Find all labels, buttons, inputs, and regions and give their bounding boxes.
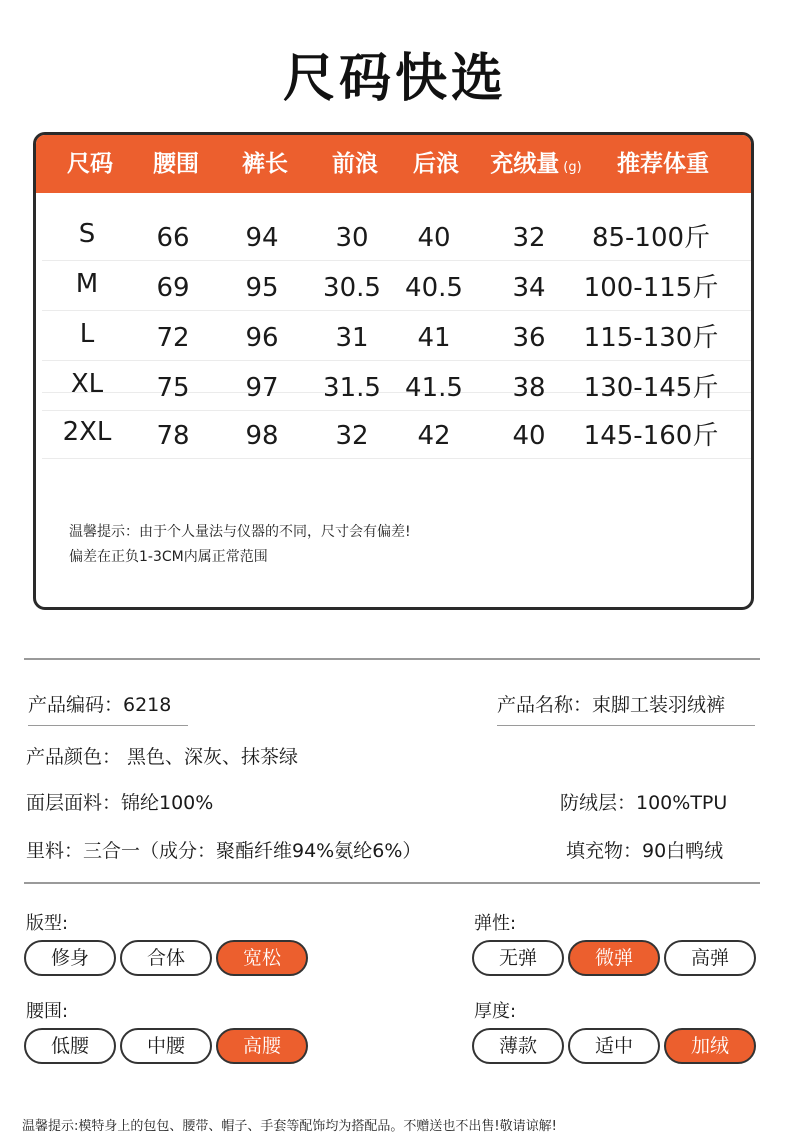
header-length: 裤长 <box>242 151 288 177</box>
size-chart-card <box>33 132 754 610</box>
table-row <box>42 410 751 459</box>
header-fill-amount-label: 充绒量 <box>490 151 560 177</box>
cell-front-rise: 30 <box>335 223 369 253</box>
cell-fill-amount: 32 <box>512 223 546 253</box>
cell-back-rise: 42 <box>417 421 451 451</box>
cell-front-rise: 30.5 <box>323 273 381 303</box>
header-recommended-weight: 推荐体重 <box>617 151 709 177</box>
thickness-option-fleece: 加绒 <box>664 1028 756 1064</box>
outer-fabric: 面层面料：锦纶100% <box>26 792 214 814</box>
cell-waist: 66 <box>156 223 190 253</box>
table-row <box>42 212 751 261</box>
footer-note: 温馨提示:模特身上的包包、腰带、帽子、手套等配饰均为搭配品。不赠送也不出售!敬请谅解! <box>22 1119 557 1134</box>
cell-waist: 72 <box>156 323 190 353</box>
cell-recommended-weight: 100-115斤 <box>583 273 719 303</box>
cell-fill-amount: 34 <box>512 273 546 303</box>
table-row <box>42 262 751 311</box>
waist-label: 腰围: <box>26 1001 69 1022</box>
waist-option-low: 低腰 <box>24 1028 116 1064</box>
cell-size: S <box>78 219 96 249</box>
waist-option-high: 高腰 <box>216 1028 308 1064</box>
size-table-header <box>36 135 751 193</box>
cell-waist: 69 <box>156 273 190 303</box>
divider-top <box>24 658 760 660</box>
table-row <box>42 362 751 411</box>
product-code: 产品编码：6218 <box>28 690 188 726</box>
cell-waist: 78 <box>156 421 190 451</box>
size-tip-line-2: 偏差在正负1-3CM内属正常范围 <box>69 549 268 565</box>
cell-length: 95 <box>245 273 279 303</box>
header-waist: 腰围 <box>153 151 199 177</box>
cell-length: 94 <box>245 223 279 253</box>
cell-front-rise: 31 <box>335 323 369 353</box>
cell-fill-amount: 36 <box>512 323 546 353</box>
size-tip-line-1: 温馨提示：由于个人量法与仪器的不同，尺寸会有偏差! <box>69 524 411 540</box>
page-title: 尺码快选 <box>282 49 507 109</box>
header-size: 尺码 <box>67 151 113 177</box>
cell-front-rise: 32 <box>335 421 369 451</box>
thickness-label: 厚度: <box>474 1001 517 1022</box>
header-fill-unit: (g) <box>563 160 582 175</box>
down-proof-layer: 防绒层：100%TPU <box>560 792 728 814</box>
cell-fill-amount: 38 <box>512 373 546 403</box>
product-colors: 产品颜色： 黑色、深灰、抹茶绿 <box>26 746 299 768</box>
cell-back-rise: 40.5 <box>405 273 463 303</box>
cell-size: L <box>79 319 95 349</box>
cell-length: 98 <box>245 421 279 451</box>
fit-option-slim: 修身 <box>24 940 116 976</box>
cell-fill-amount: 40 <box>512 421 546 451</box>
cell-waist: 75 <box>156 373 190 403</box>
waist-option-mid: 中腰 <box>120 1028 212 1064</box>
elasticity-option-slight: 微弹 <box>568 940 660 976</box>
header-front-rise: 前浪 <box>332 151 378 177</box>
fit-option-loose: 宽松 <box>216 940 308 976</box>
cell-recommended-weight: 130-145斤 <box>583 373 719 403</box>
fit-option-regular: 合体 <box>120 940 212 976</box>
filling-material: 填充物：90白鸭绒 <box>566 840 724 862</box>
cell-front-rise: 31.5 <box>323 373 381 403</box>
thickness-option-thin: 薄款 <box>472 1028 564 1064</box>
cell-back-rise: 40 <box>417 223 451 253</box>
cell-length: 97 <box>245 373 279 403</box>
elasticity-option-none: 无弹 <box>472 940 564 976</box>
cell-size: XL <box>70 369 104 399</box>
cell-size: 2XL <box>62 417 112 447</box>
thickness-option-medium: 适中 <box>568 1028 660 1064</box>
cell-recommended-weight: 115-130斤 <box>583 323 719 353</box>
divider-bottom <box>24 882 760 884</box>
fit-label: 版型: <box>26 913 69 934</box>
header-back-rise: 后浪 <box>413 151 459 177</box>
header-fill-amount <box>490 135 581 193</box>
product-name: 产品名称：束脚工装羽绒裤 <box>497 690 755 726</box>
cell-recommended-weight: 85-100斤 <box>591 223 711 253</box>
elasticity-option-high: 高弹 <box>664 940 756 976</box>
cell-size: M <box>75 269 99 299</box>
lining-fabric: 里料：三合一（成分：聚酯纤维94%氨纶6%） <box>26 840 422 862</box>
cell-back-rise: 41 <box>417 323 451 353</box>
cell-back-rise: 41.5 <box>405 373 463 403</box>
cell-length: 96 <box>245 323 279 353</box>
cell-recommended-weight: 145-160斤 <box>583 421 719 451</box>
elasticity-label: 弹性: <box>474 913 517 934</box>
table-row <box>42 312 751 361</box>
